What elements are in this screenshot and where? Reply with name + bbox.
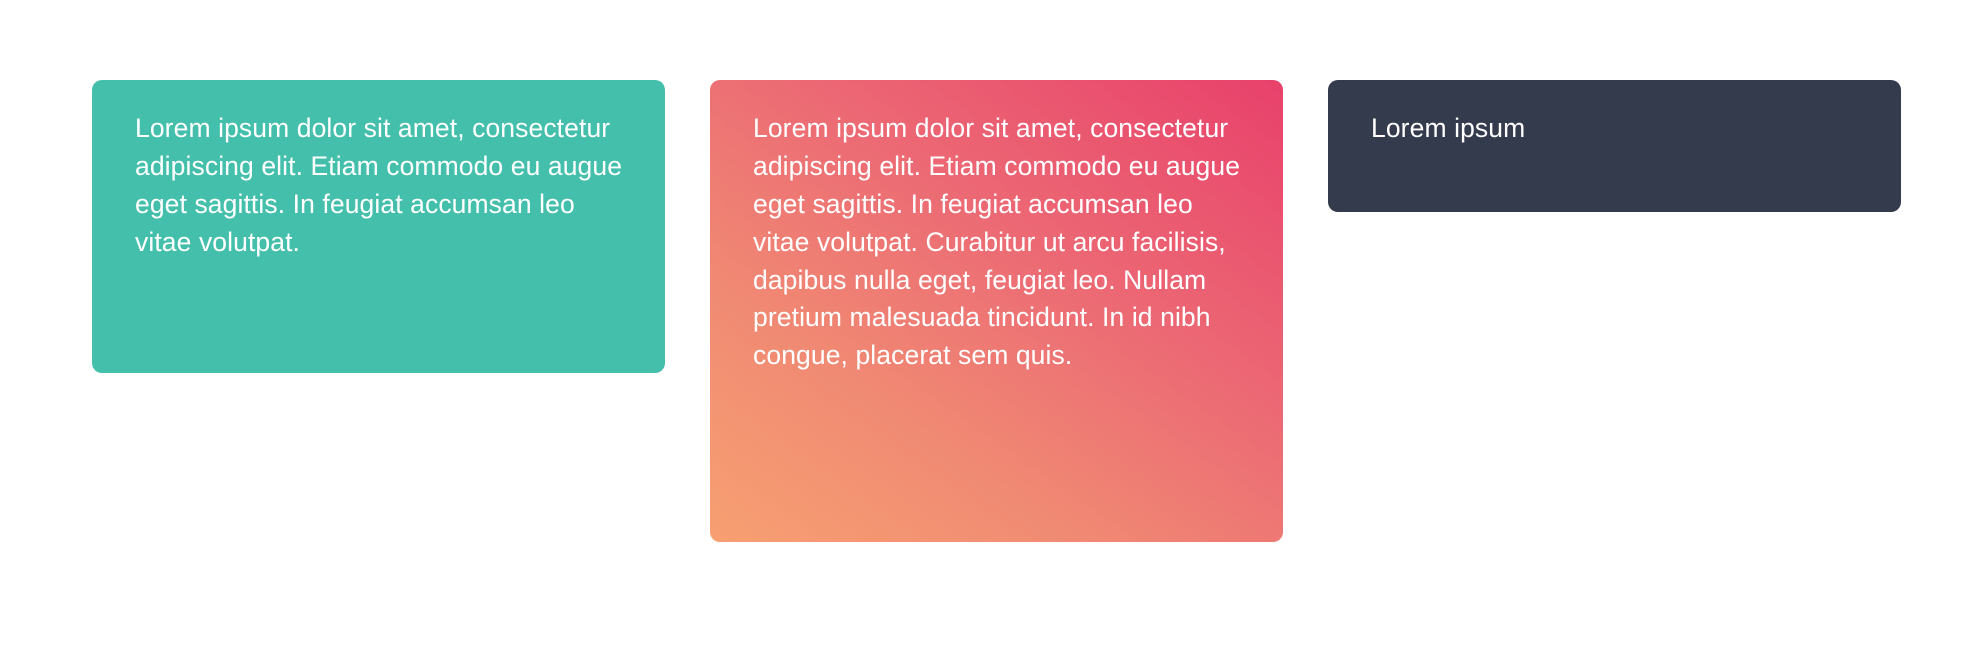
card-dark (1328, 80, 1901, 212)
card-teal (92, 80, 665, 373)
card-dark-text: Lorem ipsum (1371, 113, 1526, 143)
cards-row (0, 80, 1987, 542)
card-gradient-text: Lorem ipsum dolor sit amet, consectetur adipiscing elit. Etiam commodo eu augue eget sagittis. In feugiat accumsan leo vitae volutpat. Curabitur ut arcu facilisis, dapibus nulla eget, feugiat leo. Nullam pretium malesuada tincidunt. In id nibh congue, placerat sem quis. (753, 113, 1241, 371)
card-teal-text: Lorem ipsum dolor sit amet, consectetur adipiscing elit. Etiam commodo eu augue eget sagittis. In feugiat accumsan leo vitae volutpat. (135, 113, 623, 257)
card-gradient (710, 80, 1283, 542)
